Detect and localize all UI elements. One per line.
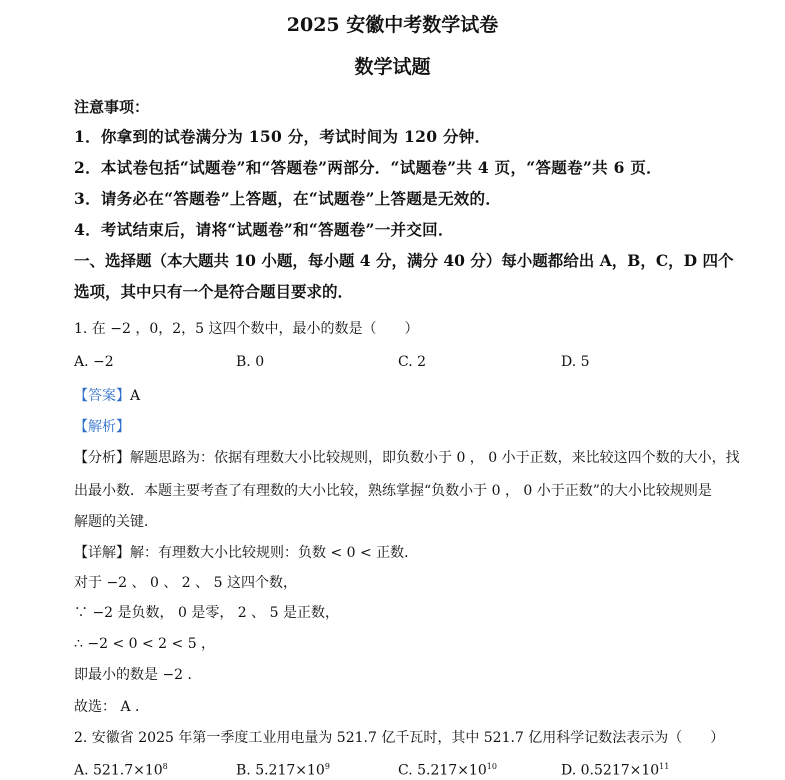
page-title: 2025 安徽中考数学试卷 <box>286 14 499 36</box>
answer-label: 【答案】 <box>74 388 130 404</box>
question-2-stem: 2. 安徽省 2025 年第一季度工业用电量为 521.7 亿千瓦时，其中 521.7 亿用科学记数法表示为（ ） <box>74 730 725 746</box>
xiangjie-line-3: ∵ −2 是负数， 0 是零， 2 、 5 是正数， <box>74 605 339 621</box>
q1-option-b: B. 0 <box>236 354 265 370</box>
q2-option-d: D. $0.5217\times 10^{11}$ <box>561 762 670 779</box>
q2-option-a: A. $521.7\times 10^8$ <box>74 762 168 779</box>
q1-answer <box>74 385 140 405</box>
notice-item-4: 4．考试结束后，请将“试题卷”和“答题卷”一并交回． <box>74 220 454 239</box>
q2-option-b: B. $5.217\times 10^9$ <box>236 762 330 779</box>
q1-option-a: A. −2 <box>74 354 114 370</box>
notice-item-2: 2．本试卷包括“试题卷”和“答题卷”两部分．“试题卷”共 4 页，“答题卷”共 6 页． <box>74 158 662 177</box>
answer-value: A <box>130 388 141 404</box>
q1-option-c: C. 2 <box>398 354 427 370</box>
xiangjie-line-6: 故选： A ． <box>74 699 150 715</box>
xiangjie-line-4: ∴ −2 < 0 < 2 < 5 ， <box>74 636 216 652</box>
notice-item-3: 3．请务必在“答题卷”上答题，在“试题卷”上答题是无效的． <box>74 189 502 208</box>
xiangjie-line-5: 即最小的数是 −2 ． <box>74 667 202 683</box>
q2-option-c: C. $5.217\times 10^{10}$ <box>398 762 497 779</box>
fenxi-line-2: 出最小数．本题主要考查了有理数的大小比较，熟练掌握“负数小于 0 ， 0 小于正数”的大小比较规则是 <box>74 483 712 499</box>
analysis-label: 【解析】 <box>74 419 130 435</box>
question-1-stem: 1. 在 −2 ，0，2，5 这四个数中，最小的数是（ ） <box>74 321 419 337</box>
notice-heading: 注意事项： <box>74 98 150 116</box>
section-heading-line-1: 一、选择题（本大题共 10 小题，每小题 4 分，满分 40 分）每小题都给出 A，B，C，D 四个 <box>74 251 734 270</box>
fenxi-line-3: 解题的关键． <box>74 514 158 530</box>
fenxi-line-1: 【分析】解题思路为：依据有理数大小比较规则，即负数小于 0 ， 0 小于正数，来比较这四个数的大小，找 <box>74 450 740 466</box>
q1-option-d: D. 5 <box>561 354 590 370</box>
notice-item-1: 1．你拿到的试卷满分为 150 分，考试时间为 120 分钟． <box>74 127 491 146</box>
page-subtitle: 数学试题 <box>354 56 431 78</box>
xiangjie-line-2: 对于 −2 、 0 、 2 、 5 这四个数， <box>74 575 297 591</box>
cropped-header-fragment <box>70 0 270 4</box>
section-heading-line-2: 选项，其中只有一个是符合题目要求的． <box>74 282 354 301</box>
xiangjie-line-1: 【详解】解：有理数大小比较规则：负数 < 0 < 正数． <box>74 545 419 561</box>
